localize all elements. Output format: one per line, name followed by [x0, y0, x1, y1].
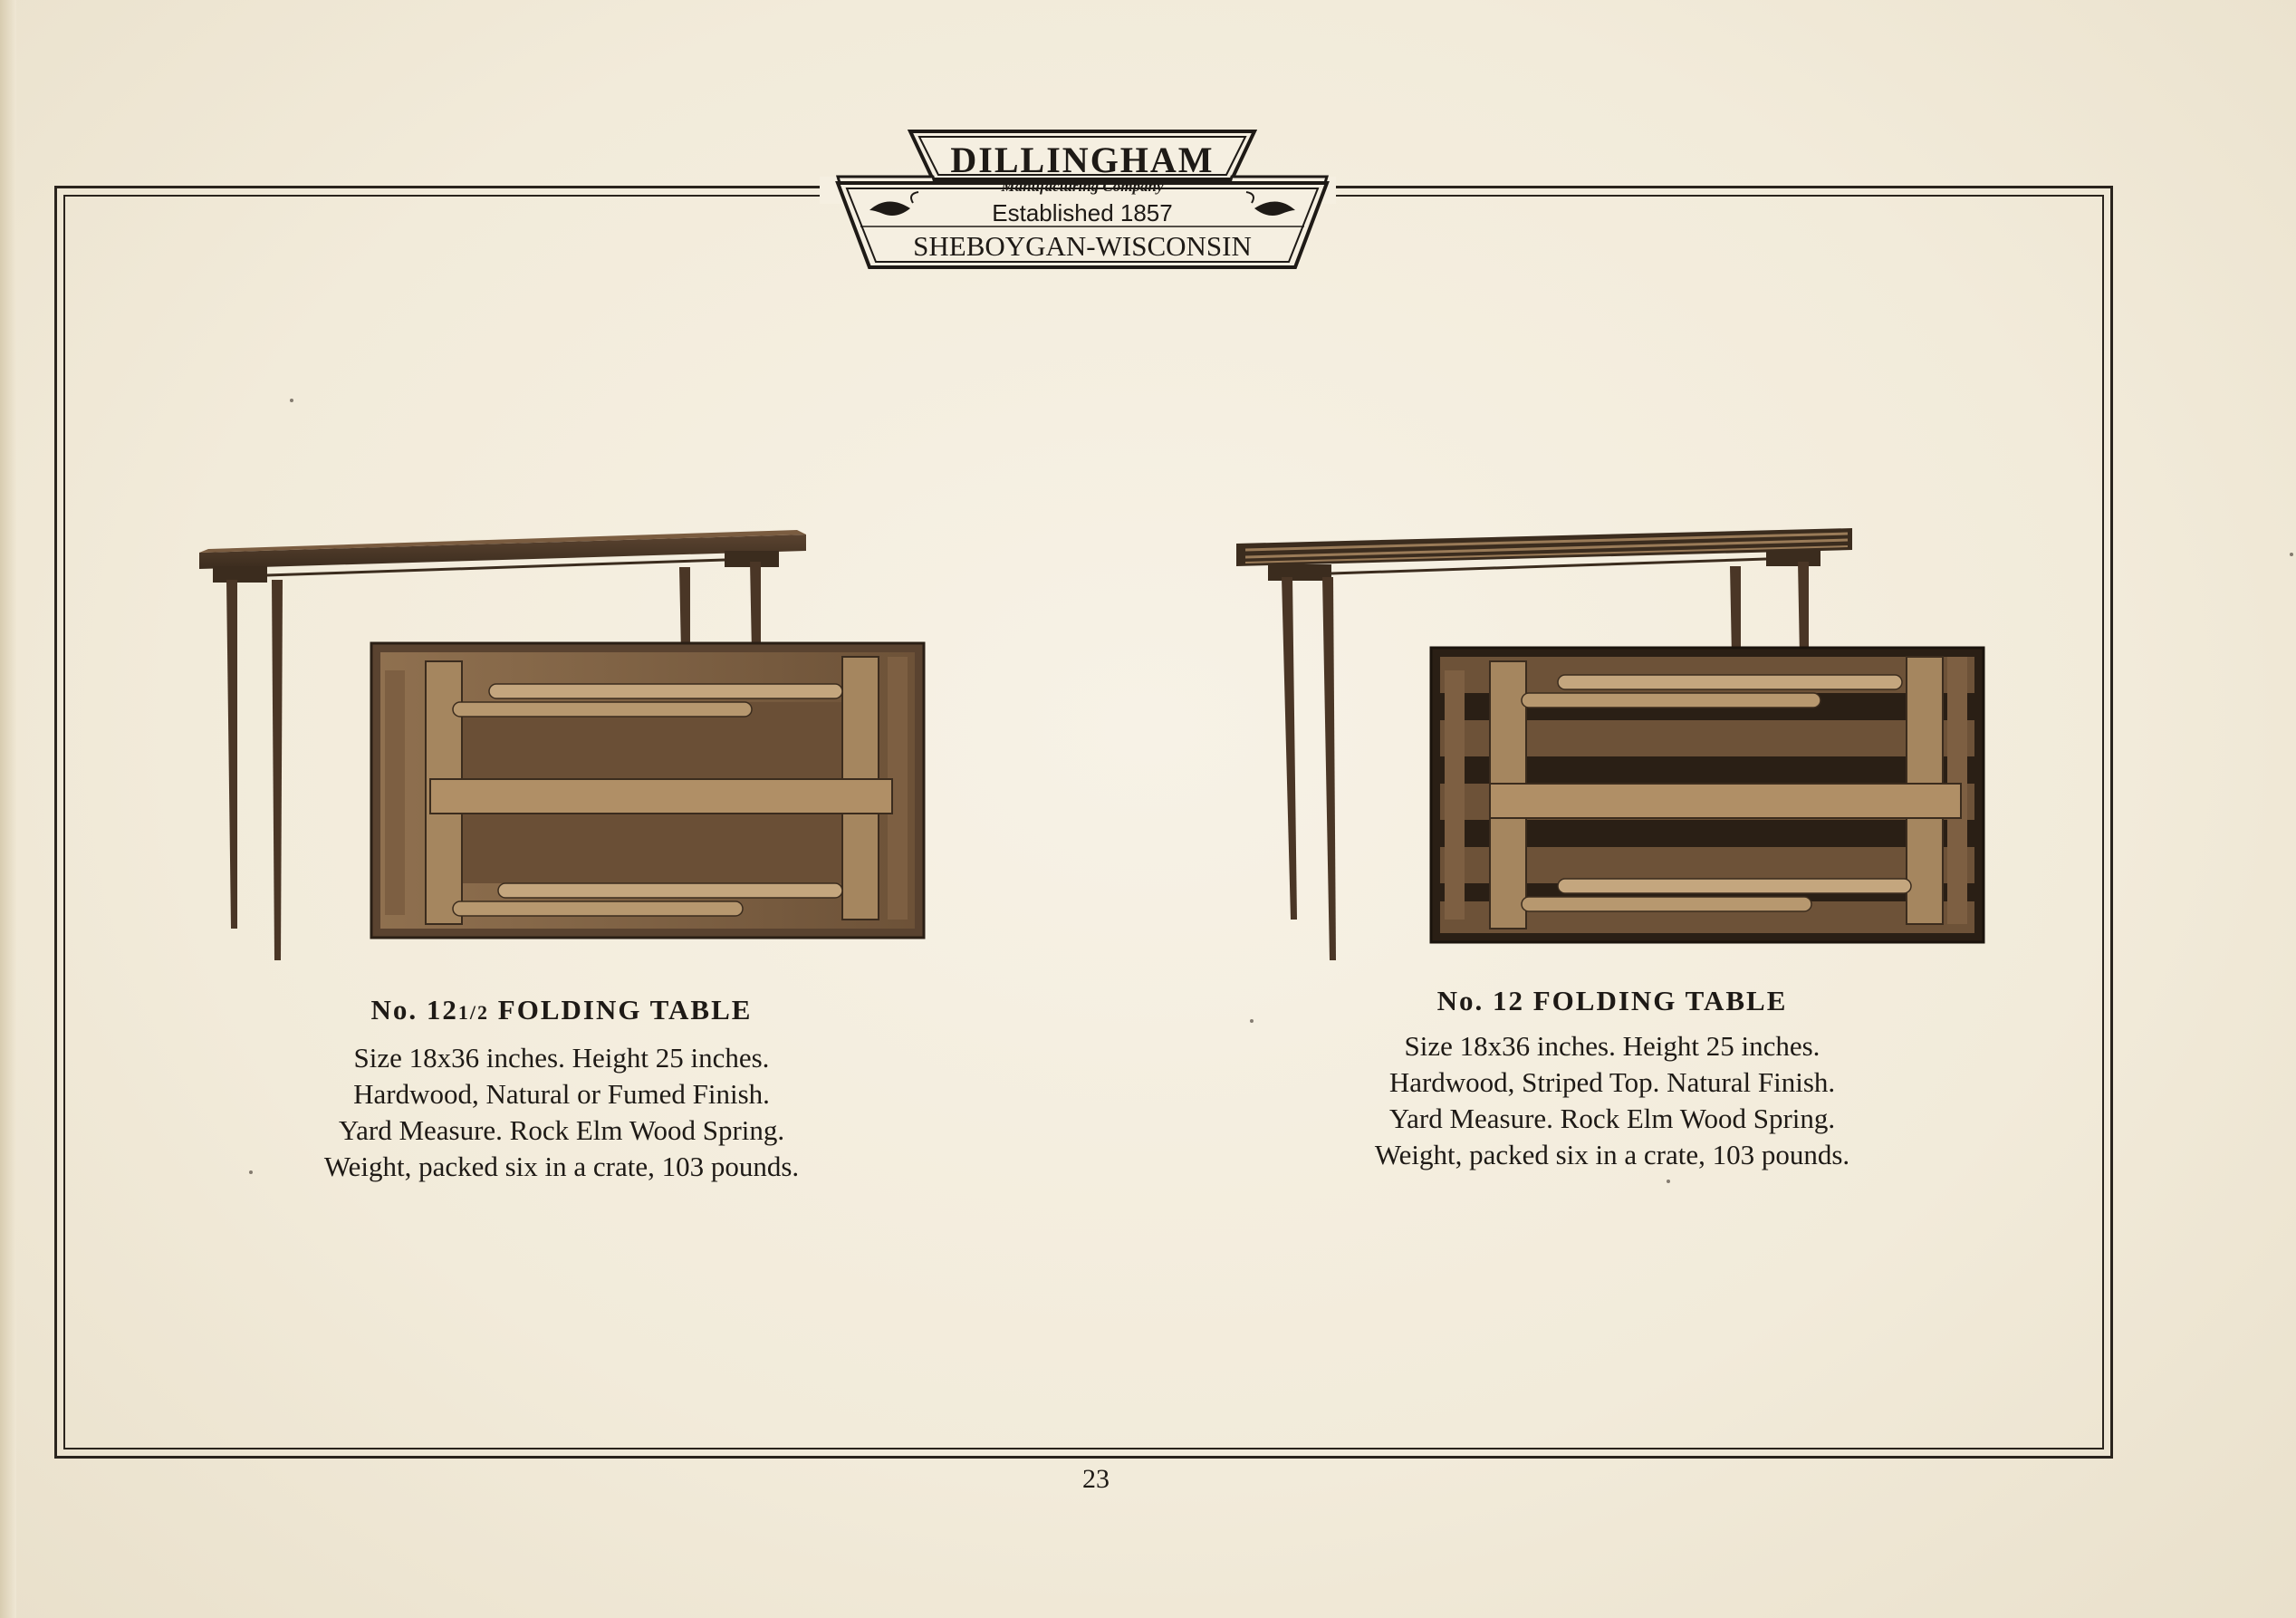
title-suffix: FOLDING TABLE — [497, 994, 753, 1026]
product-caption-12-half — [181, 992, 942, 1185]
spec-line: Hardwood, Striped Top. Natural Finish. — [1388, 1066, 1836, 1098]
product-caption-12 — [1232, 983, 1993, 1173]
spec-line: Size 18x36 inches. Height 25 inches. — [1404, 1030, 1820, 1062]
logo-subtitle: Manufacturing Company — [1001, 178, 1164, 195]
page-number: 23 — [1082, 1464, 1110, 1494]
spec-line: Yard Measure. Rock Elm Wood Spring. — [338, 1114, 785, 1146]
company-logo — [833, 127, 1331, 272]
spec-line: Size 18x36 inches. Height 25 inches. — [353, 1042, 770, 1074]
spec-line: Yard Measure. Rock Elm Wood Spring. — [1388, 1103, 1836, 1134]
spec-line: Hardwood, Natural or Fumed Finish. — [353, 1078, 770, 1110]
folding-table-12-half-illustration — [181, 516, 960, 978]
logo-established: Established 1857 — [992, 199, 1173, 226]
product-title: No. 12 FOLDING TABLE — [1436, 985, 1788, 1016]
title-prefix: No. 12 — [370, 994, 458, 1026]
spec-line: Weight, packed six in a crate, 103 pounds. — [323, 1151, 800, 1182]
product-title — [181, 992, 942, 1031]
binding-edge — [0, 0, 16, 1618]
title-fraction: 1/2 — [457, 1001, 490, 1024]
logo-location: SHEBOYGAN-WISCONSIN — [913, 230, 1252, 262]
spec-line: Weight, packed six in a crate, 103 pounds. — [1374, 1139, 1850, 1170]
logo-company-name: DILLINGHAM — [950, 140, 1215, 180]
folding-table-12-illustration — [1232, 512, 2011, 974]
